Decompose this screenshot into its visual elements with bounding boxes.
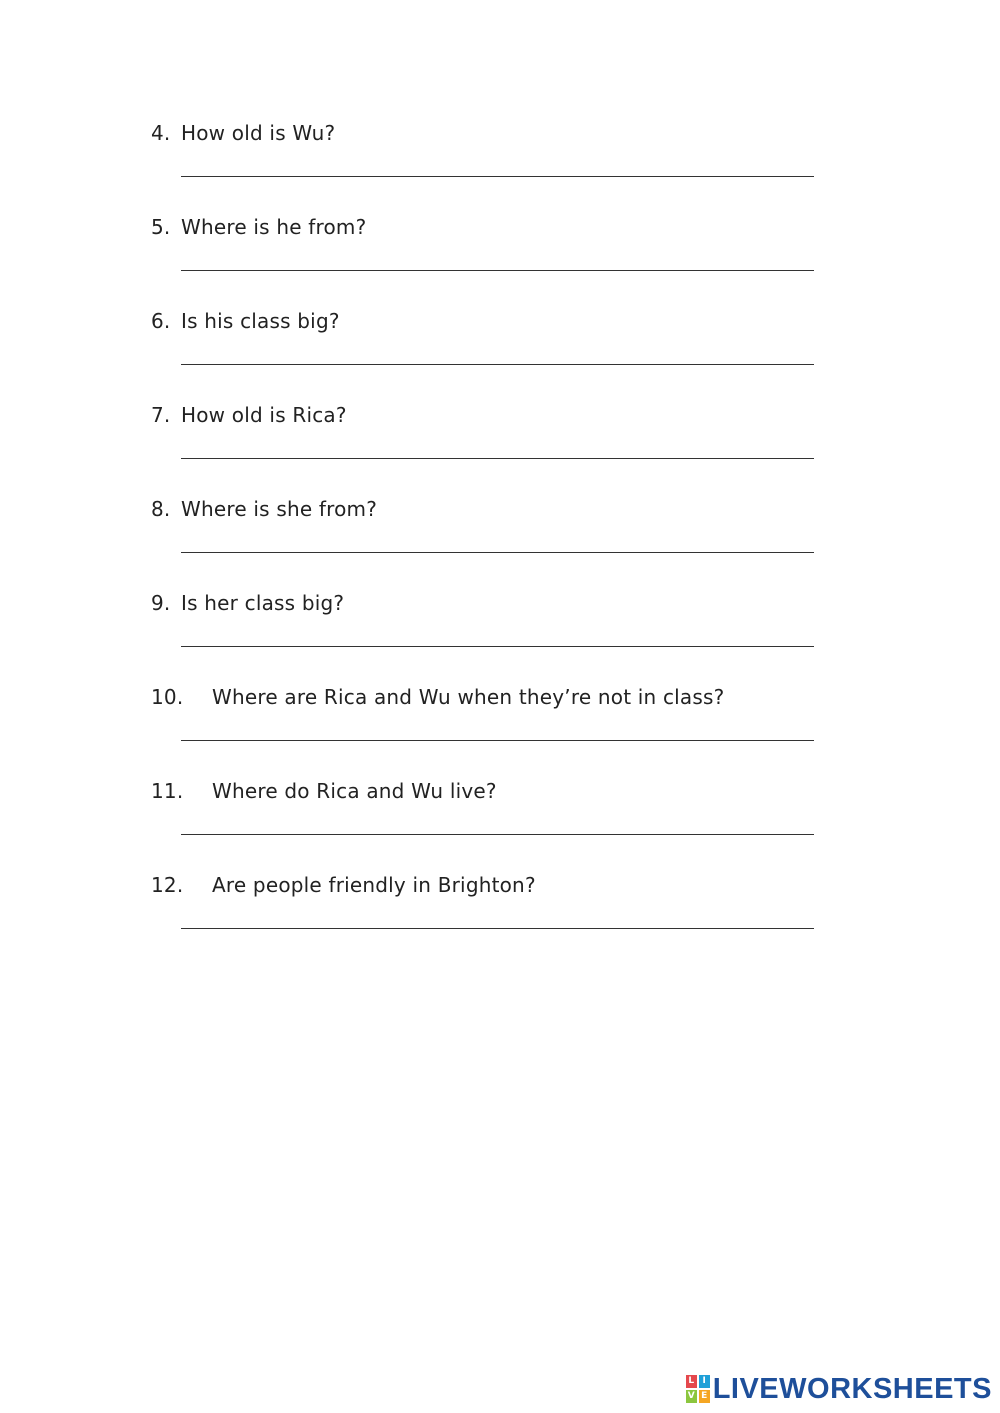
question-label: How old is Wu?: [181, 121, 336, 145]
answer-line[interactable]: [181, 928, 814, 929]
question-number: 7.: [151, 403, 171, 427]
question-10: [151, 685, 831, 779]
question-number: 9.: [151, 591, 171, 615]
question-text: [151, 309, 340, 333]
answer-line[interactable]: [181, 834, 814, 835]
question-label: Are people friendly in Brighton?: [212, 873, 536, 897]
question-label: Where is he from?: [181, 215, 367, 239]
question-text: [151, 685, 724, 709]
question-text: [151, 591, 344, 615]
question-number: 4.: [151, 121, 171, 145]
question-number: 6.: [151, 309, 171, 333]
question-text: [151, 121, 335, 145]
answer-line[interactable]: [181, 552, 814, 553]
logo-mark-letter: E: [699, 1390, 710, 1403]
question-text: [151, 873, 536, 897]
answer-line[interactable]: [181, 646, 814, 647]
question-5: [151, 215, 831, 309]
answer-line[interactable]: [181, 270, 814, 271]
question-number: 10.: [151, 685, 184, 709]
logo-text: LIVEWORKSHEETS: [712, 1372, 992, 1405]
question-4: [151, 121, 831, 215]
question-number: 5.: [151, 215, 171, 239]
question-text: [151, 403, 347, 427]
question-label: Where do Rica and Wu live?: [212, 779, 497, 803]
answer-line[interactable]: [181, 740, 814, 741]
liveworksheets-logo: [686, 1371, 992, 1407]
question-label: Is his class big?: [181, 309, 340, 333]
logo-mark-letter: L: [686, 1375, 697, 1388]
answer-line[interactable]: [181, 364, 814, 365]
question-8: [151, 497, 831, 591]
question-text: [151, 779, 497, 803]
question-label: Is her class big?: [181, 591, 345, 615]
question-6: [151, 309, 831, 403]
question-text: [151, 215, 366, 239]
logo-mark-letter: I: [699, 1375, 710, 1388]
question-7: [151, 403, 831, 497]
question-12: [151, 873, 831, 967]
question-9: [151, 591, 831, 685]
question-number: 8.: [151, 497, 171, 521]
answer-line[interactable]: [181, 176, 814, 177]
logo-mark-letter: V: [686, 1390, 697, 1403]
answer-line[interactable]: [181, 458, 814, 459]
question-label: Where is she from?: [181, 497, 378, 521]
question-text: [151, 497, 377, 521]
question-number: 11.: [151, 779, 184, 803]
question-number: 12.: [151, 873, 184, 897]
question-label: How old is Rica?: [181, 403, 347, 427]
question-11: [151, 779, 831, 873]
logo-mark-icon: [686, 1375, 710, 1403]
question-label: Where are Rica and Wu when they’re not in class?: [212, 685, 725, 709]
